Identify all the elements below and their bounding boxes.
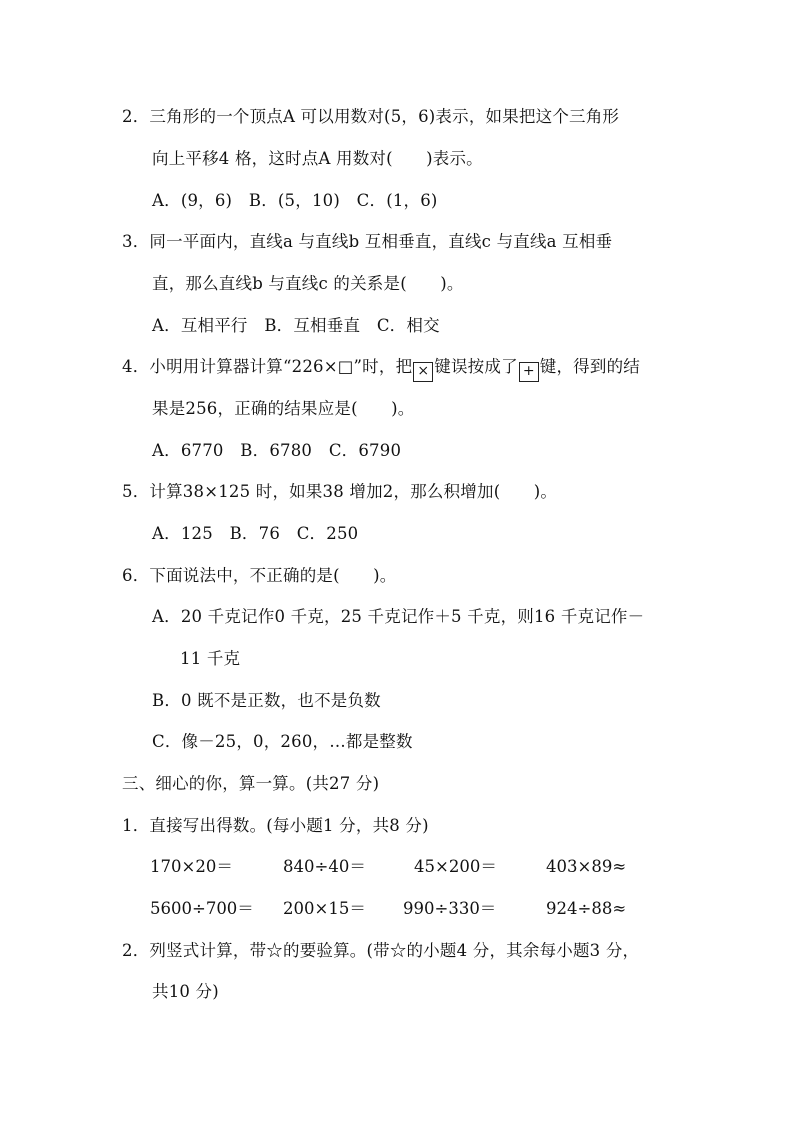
q4-text-c: 键，得到的结 [539, 357, 640, 376]
q2-line-1: 2．三角形的一个顶点A 可以用数对(5，6)表示，如果把这个三角形 [122, 107, 620, 126]
calc-item: 170×20＝ [150, 857, 233, 876]
calc-item: 840÷40＝ [283, 857, 366, 876]
times-key-icon: × [413, 362, 433, 382]
calc-item: 924÷88≈ [546, 899, 627, 918]
s3q1-title: 1．直接写出得数。(每小题1 分，共8 分) [122, 816, 429, 835]
q3-options: A．互相平行 B．互相垂直 C．相交 [152, 316, 440, 335]
section-3-title: 三、细心的你，算一算。(共27 分) [122, 774, 380, 793]
q4-options: A．6770 B．6780 C．6790 [152, 441, 402, 460]
q6-option-b: B．0 既不是正数，也不是负数 [152, 691, 381, 710]
s3q2-line-1: 2．列竖式计算，带☆的要验算。(带☆的小题4 分，其余每小题3 分， [122, 941, 640, 960]
calc-item: 990÷330＝ [403, 899, 497, 918]
q4-line-2: 果是256，正确的结果应是( )。 [152, 399, 415, 418]
q3-line-2: 直，那么直线b 与直线c 的关系是( )。 [152, 274, 464, 293]
calc-item: 403×89≈ [546, 857, 627, 876]
q4-line-1 [122, 356, 640, 382]
calc-item: 200×15＝ [283, 899, 366, 918]
q4-text-b: 键误按成了 [434, 357, 518, 376]
q6-option-a-line-2: 11 千克 [180, 649, 241, 668]
q6-line-1: 6．下面说法中，不正确的是( )。 [122, 566, 397, 585]
q6-option-a-line-1: A．20 千克记作0 千克，25 千克记作＋5 千克，则16 千克记作－ [152, 607, 645, 626]
s3q2-line-2: 共10 分) [152, 982, 219, 1001]
plus-key-icon: + [519, 362, 539, 382]
q2-line-2: 向上平移4 格，这时点A 用数对( )表示。 [152, 149, 483, 168]
q3-line-1: 3．同一平面内，直线a 与直线b 互相垂直，直线c 与直线a 互相垂 [122, 232, 613, 251]
q5-options: A．125 B．76 C．250 [152, 524, 359, 543]
calc-item: 5600÷700＝ [150, 899, 254, 918]
q2-options: A．(9，6) B．(5，10) C．(1，6) [152, 191, 438, 210]
q4-text-a: 4．小明用计算器计算“226×□”时，把 [122, 357, 413, 376]
q6-option-c: C．像－25，0，260，…都是整数 [152, 732, 413, 751]
q5-line-1: 5．计算38×125 时，如果38 增加2，那么积增加( )。 [122, 482, 558, 501]
calc-item: 45×200＝ [414, 857, 497, 876]
